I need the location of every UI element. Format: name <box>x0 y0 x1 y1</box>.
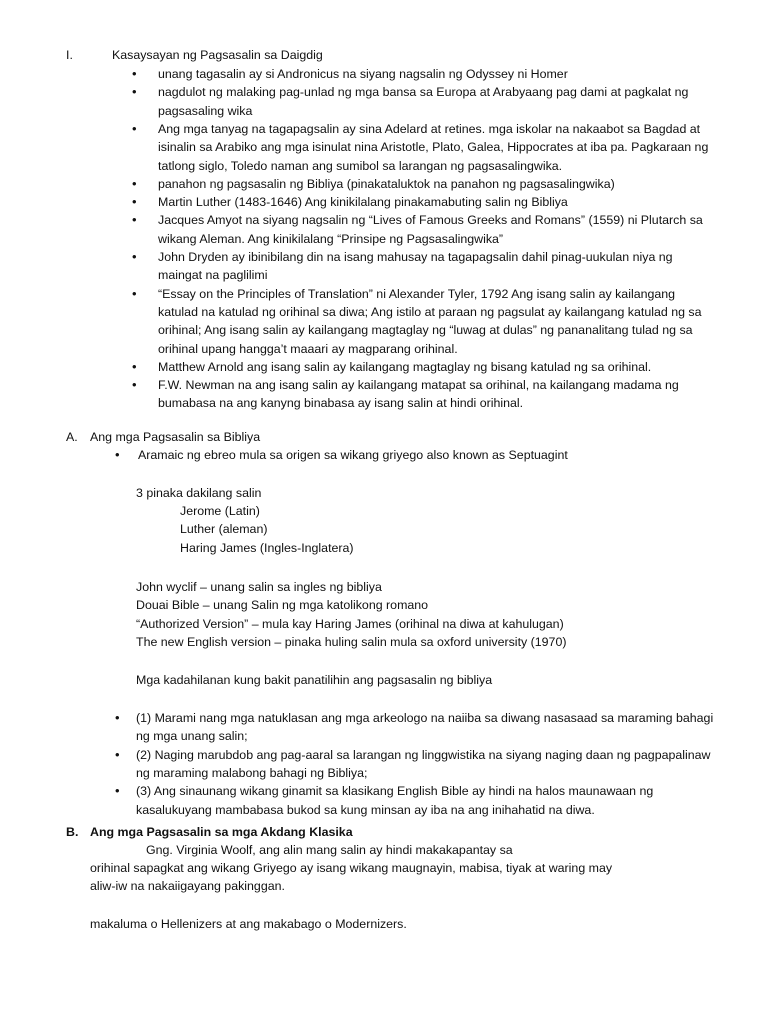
list-item-text: panahon ng pagsasalin ng Bibliya (pinakataluktok na panahon ng pagsasalingwika) <box>158 176 615 191</box>
pinaka-item-text: Jerome (Latin) <box>180 504 260 518</box>
list-item-text: katulad na katulad ng orihinal sa diwa; Ang istilo at paraan ng pagsulat ay kailangang katulad ng sa <box>158 304 702 319</box>
subsection-title: Ang mga Pagsasalin sa Bibliya <box>90 430 261 444</box>
paragraph-text: Gng. Virginia Woolf, ang alin mang salin ay hindi makakapantay sa <box>146 843 513 857</box>
list-item-text: tatlong siglo, Toledo naman ang sumibol sa larangan ng pagsasalingwika. <box>158 158 563 173</box>
section-numeral: I. <box>66 48 73 62</box>
list-item-text: Matthew Arnold ang isang salin ay kailangang magtaglay ng bisang katulad ng sa orihinal. <box>158 359 652 374</box>
pinaka-item-text: Luther (aleman) <box>180 522 268 537</box>
bullet-icon: • <box>132 66 137 81</box>
bullet-icon: • <box>115 710 120 725</box>
list-item-text: orihinal; Ang isang salin ay kailangang magtaglay ng “luwag at dulas” ng pananalitang tulad ng sa <box>158 323 693 338</box>
list-item-text: “Essay on the Principles of Translation” ni Alexander Tyler, 1792 Ang isang salin ay kailangang <box>158 286 676 301</box>
list-item-text: pagsasaling wika <box>158 103 253 118</box>
list-item-text: F.W. Newman na ang isang salin ay kailangang matapat sa orihinal, na kailangang madama ng <box>158 378 679 393</box>
pinaka-item-text: Haring James (Ingles-Inglatera) <box>180 540 354 555</box>
list-item-text: bumabasa na ang kanyng binabasa ay isang salin at hindi orihinal. <box>158 396 524 411</box>
reason-item-text: ng mga unang salin; <box>136 729 248 744</box>
bullet-icon: • <box>132 377 137 393</box>
subsection-letter: B. <box>66 825 79 839</box>
version-item-text: Douai Bible – unang Salin ng mga katolikong romano <box>136 598 429 613</box>
bullet-icon: • <box>132 120 137 136</box>
list-item-text: isinalin sa Arabiko ang mga isinulat nina Aristotle, Plato, Galea, Hippocrates at iba pa. Pagkaraan ng <box>158 140 709 155</box>
bullet-icon: • <box>115 447 120 462</box>
section-title: Kasaysayan ng Pagsasalin sa Daigdig <box>112 48 323 62</box>
list-item-text: unang tagasalin ay si Andronicus na siyang nagsalin ng Odyssey ni Homer <box>158 67 568 81</box>
reason-item-text: ng maraming malabong bahagi ng Bibliya; <box>136 765 368 780</box>
bullet-icon: • <box>132 175 137 191</box>
subsection-title: Ang mga Pagsasalin sa mga Akdang Klasika <box>90 825 353 839</box>
reason-item-text: kasalukuyang mambabasa bukod sa kung minsan ay iba na ang inihahatid na diwa. <box>136 802 595 817</box>
bullet-icon: • <box>115 746 120 762</box>
subsection-letter: A. <box>66 430 78 444</box>
list-item-text: wikang Aleman. Ang kinikilalang “Prinsipe ng Pagsasalingwika” <box>158 231 504 246</box>
reason-item-text: (2) Naging marubdob ang pag-aaral sa larangan ng linggwistika na siyang naging daan ng pagpapalinaw <box>136 747 711 762</box>
bullet-icon: • <box>132 249 137 264</box>
list-item-text: Jacques Amyot na siyang nagsalin ng “Lives of Famous Greeks and Romans” (1559) ni Plutarch sa <box>158 213 703 228</box>
reason-item-text: (3) Ang sinaunang wikang ginamit sa klasikang English Bible ay hindi na halos maunawaan ng <box>136 784 654 799</box>
version-item-text: John wyclif – unang salin sa ingles ng bibliya <box>136 580 382 594</box>
list-item-text: nagdulot ng malaking pag-unlad ng mga bansa sa Europa at Arabyaang pag dami at pagkalat ng <box>158 85 689 100</box>
list-item-text: John Dryden ay ibinibilang din na isang mahusay na tagapagsalin dahil pinag-uukulan niya ng <box>158 250 673 264</box>
version-item-text: “Authorized Version” – mula kay Haring James (orihinal na diwa at kahulugan) <box>136 616 564 631</box>
list-item-text: Martin Luther (1483-1646) Ang kinikilalang pinakamabuting salin ng Bibliya <box>158 195 568 210</box>
bullet-icon: • <box>132 194 137 210</box>
bullet-icon: • <box>132 358 137 374</box>
paragraph-text: orihinal sapagkat ang wikang Griyego ay isang wikang maugnayin, mabisa, tiyak at waring may <box>90 861 613 875</box>
bullet-icon: • <box>132 212 137 228</box>
reason-item-text: (1) Marami nang mga natuklasan ang mga arkeologo na naiiba sa diwang nasasaad sa maraming bahagi <box>136 711 714 725</box>
bullet-icon: • <box>132 84 137 100</box>
bullet-icon: • <box>132 285 137 301</box>
bullet-icon: • <box>115 783 120 799</box>
list-item-text: Ang mga tanyag na tagapagsalin ay sina Adelard at retines. mga iskolar na nakaabot sa Bagdad at <box>158 121 701 136</box>
list-item-text: Aramaic ng ebreo mula sa origen sa wikang griyego also known as Septuagint <box>138 448 568 462</box>
list-item-text: maingat na paglilimi <box>158 268 268 283</box>
list-item-text: orihinal upang hangga’t maaari ay magparang orihinal. <box>158 341 458 356</box>
paragraph-text: aliw-iw na nakaiigayang pakinggan. <box>90 879 285 893</box>
pinaka-title-text: 3 pinaka dakilang salin <box>136 486 262 500</box>
version-item-text: The new English version – pinaka huling salin mula sa oxford university (1970) <box>136 634 567 649</box>
reasons-title-text: Mga kadahilanan kung bakit panatilihin ang pagsasalin ng bibliya <box>136 673 493 687</box>
closing-text: makaluma o Hellenizers at ang makabago o Modernizers. <box>90 917 407 931</box>
